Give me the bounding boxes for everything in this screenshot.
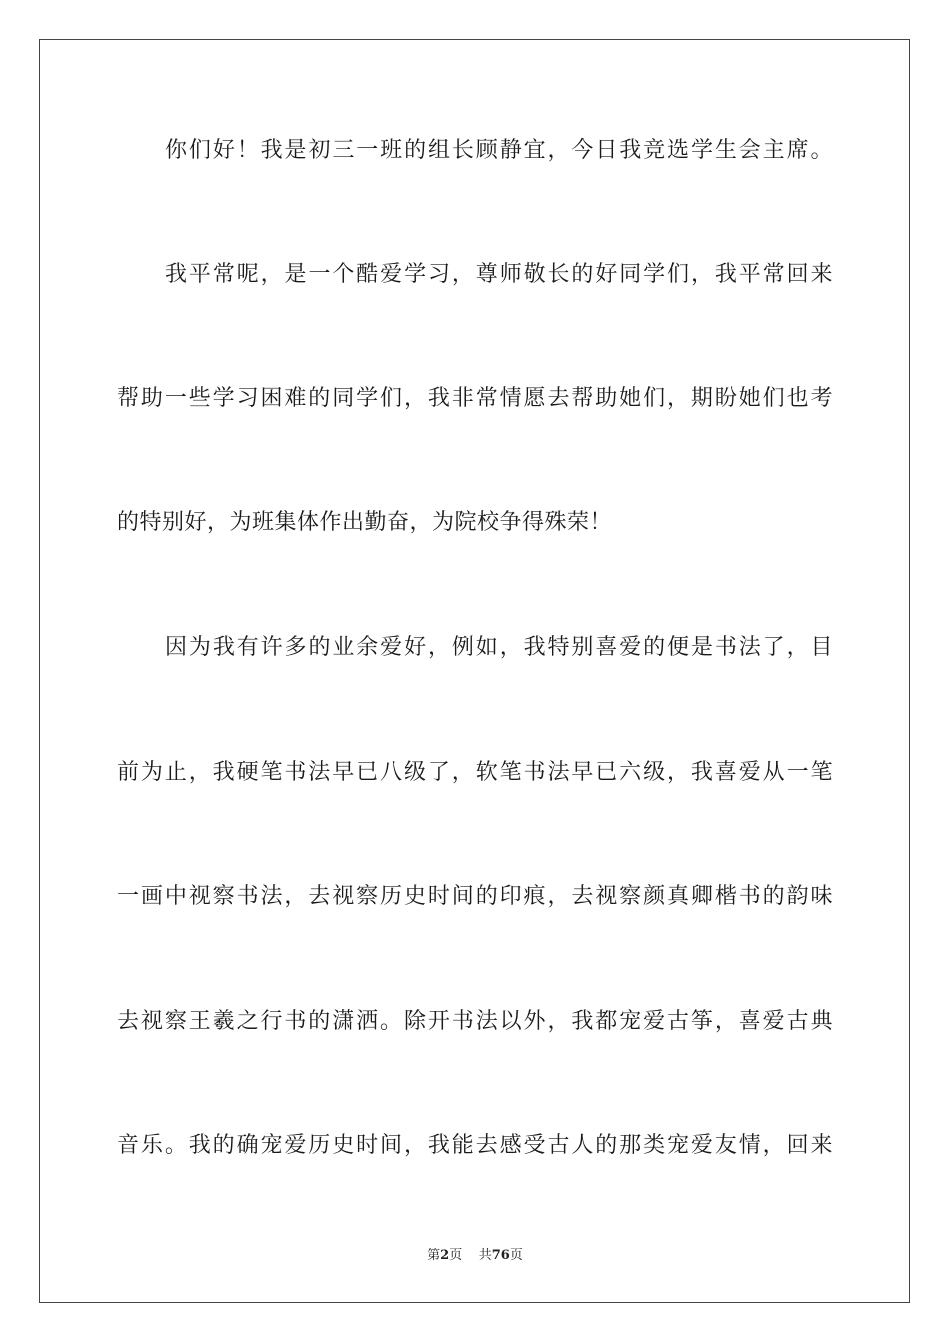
total-suffix: 页 <box>509 1248 523 1263</box>
page-footer <box>0 1247 950 1265</box>
page-number: 2 <box>440 1248 450 1263</box>
text-line-5: 因为我有许多的业余爱好，例如，我特别喜爱的便是书法了，目 <box>165 635 833 660</box>
total-prefix: 共 <box>478 1248 492 1263</box>
text-line-1: 你们好！我是初三一班的组长顾静宜，今日我竞选学生会主席。 <box>165 138 833 163</box>
text-line-8: 去视察王羲之行书的潇洒。除开书法以外，我都宠爱古筝，喜爱古典 <box>117 1009 833 1034</box>
page-border <box>39 39 910 1303</box>
text-line-4: 的特别好，为班集体作出勤奋，为院校争得殊荣！ <box>117 510 613 535</box>
total-pages: 76 <box>491 1248 510 1263</box>
page-prefix: 第 <box>427 1248 441 1263</box>
page-suffix: 页 <box>449 1248 463 1263</box>
text-line-2: 我平常呢，是一个酷爱学习，尊师敬长的好同学们，我平常回来 <box>165 262 833 287</box>
text-line-7: 一画中视察书法，去视察历史时间的印痕，去视察颜真卿楷书的韵味 <box>117 884 833 909</box>
text-line-3: 帮助一些学习困难的同学们，我非常情愿去帮助她们，期盼她们也考 <box>117 386 833 411</box>
text-line-6: 前为止，我硬笔书法早已八级了，软笔书法早已六级，我喜爱从一笔 <box>117 760 833 785</box>
text-line-9: 音乐。我的确宠爱历史时间，我能去感受古人的那类宠爱友情，回来 <box>117 1133 833 1158</box>
